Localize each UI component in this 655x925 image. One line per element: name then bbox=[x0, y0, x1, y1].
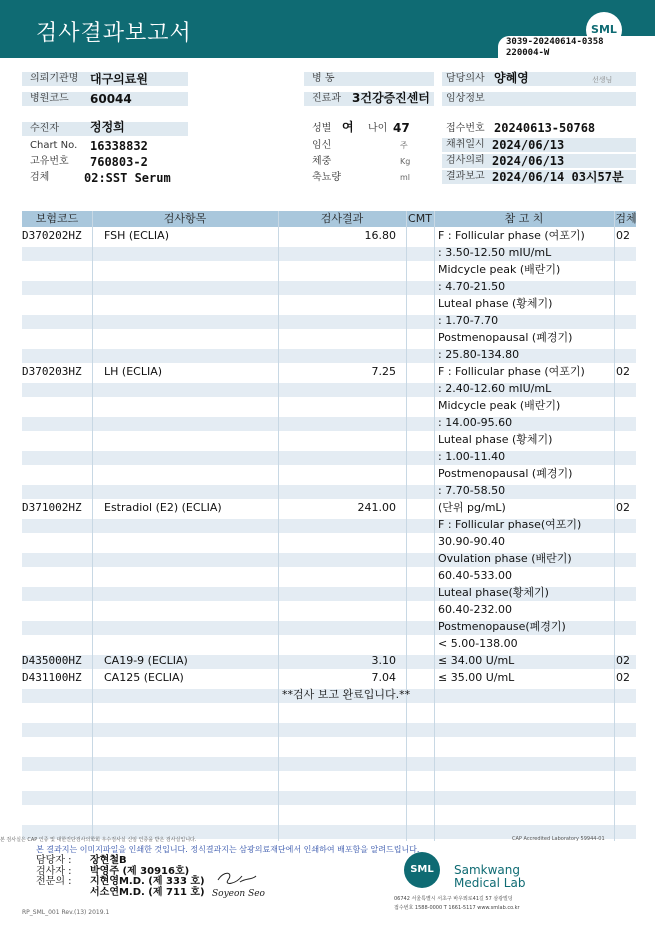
col-header-code: 보험코드 bbox=[35, 212, 79, 225]
signer-label: 담당자 : bbox=[36, 855, 72, 866]
col-divider bbox=[278, 211, 279, 841]
col-header-result: 검사결과 bbox=[320, 212, 364, 225]
result-date-label: 결과보고 bbox=[446, 171, 485, 182]
row-test-item: FSH (ECLIA) bbox=[104, 229, 169, 242]
report-code-line2: 220004-W bbox=[506, 48, 550, 58]
report-title: 검사결과보고서 bbox=[36, 21, 192, 46]
hospital-code-value: 60044 bbox=[90, 92, 132, 106]
row-test-result: 7.04 bbox=[371, 671, 396, 684]
doctor-suffix: 선생님 bbox=[592, 76, 613, 84]
hospital-code-label: 병원코드 bbox=[30, 93, 69, 104]
specimen-value: 02:SST Serum bbox=[84, 171, 171, 185]
col-divider bbox=[614, 211, 615, 841]
row-test-item: LH (ECLIA) bbox=[104, 365, 163, 378]
age-label: 나이 bbox=[368, 123, 388, 134]
table-row-stripe bbox=[22, 349, 636, 363]
dept-label: 진료과 bbox=[312, 93, 341, 104]
signature-image bbox=[210, 866, 270, 900]
weight-label: 체중 bbox=[312, 156, 332, 167]
urine-unit: ml bbox=[400, 173, 411, 182]
clinical-info-label: 임상정보 bbox=[446, 93, 485, 104]
row-insurance-code: D370203HZ bbox=[22, 365, 82, 378]
row-reference-line: Ovulation phase (배란기) bbox=[438, 552, 572, 565]
row-insurance-code: D371002HZ bbox=[22, 501, 82, 514]
row-specimen: 02 bbox=[616, 654, 630, 667]
signer-value: 박영주 (제 30916호) bbox=[90, 866, 190, 877]
table-row-stripe bbox=[22, 791, 636, 805]
table-row-stripe bbox=[22, 281, 636, 295]
signer-label: 검사자 : bbox=[36, 866, 72, 877]
sex-value: 여 bbox=[342, 120, 354, 134]
table-row-stripe bbox=[22, 757, 636, 771]
chart-no-value: 16338832 bbox=[90, 139, 148, 153]
row-specimen: 02 bbox=[616, 229, 630, 242]
row-reference-line: 60.40-533.00 bbox=[438, 569, 512, 582]
table-row-stripe bbox=[22, 485, 636, 499]
row-specimen: 02 bbox=[616, 365, 630, 378]
row-reference-line: Postmenopausal (폐경기) bbox=[438, 467, 573, 480]
row-test-result: 3.10 bbox=[371, 654, 396, 667]
row-reference-line: (단위 pg/mL) bbox=[438, 501, 506, 514]
lab-address: 06742 서울특별시 서초구 바우뫼로41길 57 삼광빌딩 bbox=[394, 896, 513, 902]
table-row-stripe bbox=[22, 417, 636, 431]
pregnancy-label: 임신 bbox=[312, 140, 332, 151]
request-date-value: 2024/06/13 bbox=[492, 154, 565, 168]
dept-value: 3건강증진센터 bbox=[352, 91, 430, 105]
result-date-value: 2024/06/14 03시57분 bbox=[492, 170, 624, 184]
weight-unit: Kg bbox=[400, 157, 411, 166]
row-reference-line: F : Follicular phase(여포기) bbox=[438, 518, 582, 531]
collect-date-label: 채취일시 bbox=[446, 139, 485, 150]
col-header-reference: 참 고 치 bbox=[504, 212, 544, 225]
lab-name bbox=[454, 864, 525, 890]
chart-no-label: Chart No. bbox=[30, 140, 78, 151]
lab-name-line2: Medical Lab bbox=[454, 876, 526, 890]
row-reference-line: : 2.40-12.60 mIU/mL bbox=[438, 382, 552, 395]
row-reference-line: : 14.00-95.60 bbox=[438, 416, 513, 429]
signer-value: 지현영M.D. (제 333 호) bbox=[90, 876, 205, 887]
accreditation-note: 본 검사실은 CAP 인증 및 대한진단검사의학회 우수검사실 신임 인증을 받은 검사실입니다. bbox=[0, 837, 197, 843]
table-row-stripe bbox=[22, 723, 636, 737]
row-test-result: 241.00 bbox=[357, 501, 396, 514]
lab-name-line1: Samkwang bbox=[454, 863, 520, 877]
signature-text: Soyeon Seo bbox=[212, 889, 265, 899]
row-test-item: CA19-9 (ECLIA) bbox=[104, 654, 188, 667]
row-reference-line: ≤ 34.00 U/mL bbox=[438, 654, 515, 667]
row-insurance-code: D431100HZ bbox=[22, 671, 82, 684]
ward-label: 병 동 bbox=[312, 73, 335, 84]
row-reference-line: < 5.00-138.00 bbox=[438, 637, 518, 650]
signer-label: 전문의 : bbox=[36, 876, 72, 887]
urine-label: 축뇨량 bbox=[312, 172, 341, 183]
col-divider bbox=[406, 211, 407, 841]
row-test-result: 16.80 bbox=[364, 229, 396, 242]
row-reference-line: Postmenopause(폐경기) bbox=[438, 620, 566, 633]
col-header-specimen: 검체 bbox=[615, 212, 637, 225]
row-reference-line: Postmenopausal (폐경기) bbox=[438, 331, 573, 344]
row-reference-line: 60.40-232.00 bbox=[438, 603, 512, 616]
age-value: 47 bbox=[393, 121, 410, 135]
sml-logo: SML bbox=[586, 12, 622, 48]
row-reference-line: : 3.50-12.50 mIU/mL bbox=[438, 246, 552, 259]
signer-value: 장현철B bbox=[90, 855, 127, 866]
row-reference-line: : 7.70-58.50 bbox=[438, 484, 506, 497]
id-no-label: 고유번호 bbox=[30, 156, 69, 167]
row-test-result: 7.25 bbox=[371, 365, 396, 378]
reception-value: 20240613-50768 bbox=[494, 121, 596, 135]
row-reference-line: : 25.80-134.80 bbox=[438, 348, 520, 361]
id-no-value: 760803-2 bbox=[90, 155, 148, 169]
lab-logo-icon: SML bbox=[404, 852, 440, 888]
pregnancy-unit: 주 bbox=[400, 141, 408, 150]
table-row-stripe bbox=[22, 315, 636, 329]
row-reference-line: F : Follicular phase (여포기) bbox=[438, 229, 585, 242]
row-reference-line: : 4.70-21.50 bbox=[438, 280, 506, 293]
col-header-item: 검사항목 bbox=[163, 212, 207, 225]
collect-date-value: 2024/06/13 bbox=[492, 138, 565, 152]
row-reference-line: 30.90-90.40 bbox=[438, 535, 505, 548]
print-notice: 본 결과지는 이미지파일을 인쇄한 것입니다. 정식결과지는 삼광의료재단에서 인쇄하여 배포함을 알려드립니다. bbox=[36, 845, 420, 854]
patient-name-label: 수진자 bbox=[30, 123, 59, 134]
specimen-label: 검체 bbox=[30, 172, 50, 183]
institution-label: 의뢰기관명 bbox=[30, 73, 79, 84]
doctor-value: 양혜영 bbox=[494, 71, 529, 85]
row-test-item: Estradiol (E2) (ECLIA) bbox=[104, 501, 222, 514]
row-reference-line: Midcycle peak (배란기) bbox=[438, 399, 561, 412]
row-reference-line: Luteal phase (황체기) bbox=[438, 433, 553, 446]
col-divider bbox=[434, 211, 435, 841]
reception-label: 접수번호 bbox=[446, 123, 485, 134]
col-header-cmt: CMT bbox=[408, 212, 432, 225]
table-row-stripe bbox=[22, 451, 636, 465]
row-reference-line: Luteal phase(황체기) bbox=[438, 586, 549, 599]
signer-value: 서소연M.D. (제 711 호) bbox=[90, 887, 205, 898]
doctor-label: 담당의사 bbox=[446, 73, 485, 84]
row-reference-line: : 1.70-7.70 bbox=[438, 314, 499, 327]
report-code-line1: 3039-20240614-0358 bbox=[506, 37, 604, 47]
col-divider bbox=[92, 211, 93, 841]
row-insurance-code: D370202HZ bbox=[22, 229, 82, 242]
row-reference-line: ≤ 35.00 U/mL bbox=[438, 671, 515, 684]
sex-label: 성별 bbox=[312, 123, 332, 134]
report-code bbox=[506, 37, 604, 59]
patient-name-value: 정정희 bbox=[90, 120, 125, 134]
report-complete-note: **검사 보고 완료입니다.** bbox=[282, 688, 411, 701]
institution-value: 대구의료원 bbox=[90, 72, 148, 86]
row-reference-line: : 1.00-11.40 bbox=[438, 450, 506, 463]
cap-number: CAP Accredited Laboratory 59944-01 bbox=[512, 836, 605, 842]
form-code: RP_SML_001 Rev.(13) 2019.1 bbox=[22, 909, 110, 916]
lab-contact: 접수번호 1588-0000 T 1661-5117 www.smlab.co.kr bbox=[394, 905, 520, 911]
row-insurance-code: D435000HZ bbox=[22, 654, 82, 667]
row-specimen: 02 bbox=[616, 501, 630, 514]
row-reference-line: Midcycle peak (배란기) bbox=[438, 263, 561, 276]
row-test-item: CA125 (ECLIA) bbox=[104, 671, 184, 684]
row-specimen: 02 bbox=[616, 671, 630, 684]
row-reference-line: Luteal phase (황체기) bbox=[438, 297, 553, 310]
row-reference-line: F : Follicular phase (여포기) bbox=[438, 365, 585, 378]
request-date-label: 검사의뢰 bbox=[446, 155, 485, 166]
